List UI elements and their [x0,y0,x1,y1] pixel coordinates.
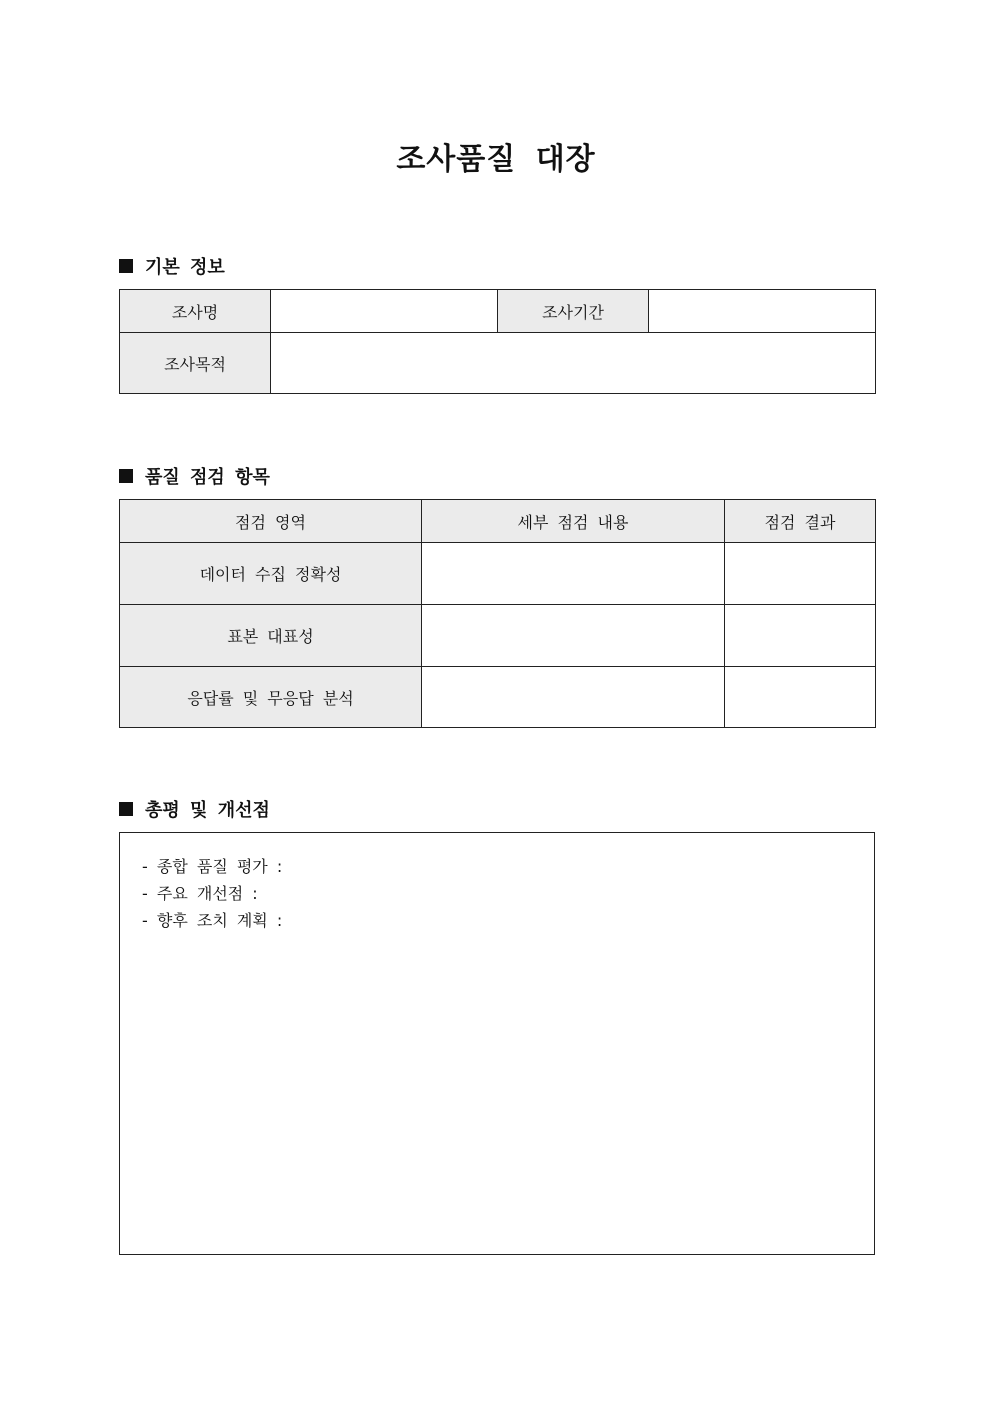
summary-heading [119,796,270,822]
quality-check-heading-text: 품질 점검 항목 [145,467,270,488]
survey-name-label: 조사명 [120,290,271,333]
square-bullet-icon [119,469,133,483]
quality-check-heading [119,463,270,489]
survey-purpose-field[interactable] [271,333,876,394]
check-detail-cell[interactable] [422,667,725,728]
check-area-cell: 표본 대표성 [120,605,422,667]
column-header-detail: 세부 점검 내용 [422,500,725,543]
square-bullet-icon [119,259,133,273]
table-row [120,667,876,728]
basic-info-table [119,289,876,394]
check-result-cell[interactable] [725,667,876,728]
table-row [120,543,876,605]
square-bullet-icon [119,802,133,816]
summary-item-action-plan: - 향후 조치 계획 : [142,911,283,930]
check-detail-cell[interactable] [422,605,725,667]
column-header-area: 점검 영역 [120,500,422,543]
basic-info-heading [119,253,225,279]
summary-heading-text: 총평 및 개선점 [145,800,270,821]
check-area-cell: 응답률 및 무응답 분석 [120,667,422,728]
survey-period-field[interactable] [649,290,876,333]
summary-list [120,833,874,934]
summary-box[interactable] [119,832,875,1255]
table-row [120,605,876,667]
basic-info-heading-text: 기본 정보 [145,257,225,278]
survey-name-field[interactable] [271,290,498,333]
survey-purpose-label: 조사목적 [120,333,271,394]
check-detail-cell[interactable] [422,543,725,605]
quality-check-table [119,499,876,728]
summary-item-overall: - 종합 품질 평가 : [142,857,283,876]
column-header-result: 점검 결과 [725,500,876,543]
check-result-cell[interactable] [725,543,876,605]
summary-item-improvements: - 주요 개선점 : [142,884,258,903]
survey-period-label: 조사기간 [498,290,649,333]
check-area-cell: 데이터 수집 정확성 [120,543,422,605]
check-result-cell[interactable] [725,605,876,667]
document-title: 조사품질 대장 [396,142,596,177]
